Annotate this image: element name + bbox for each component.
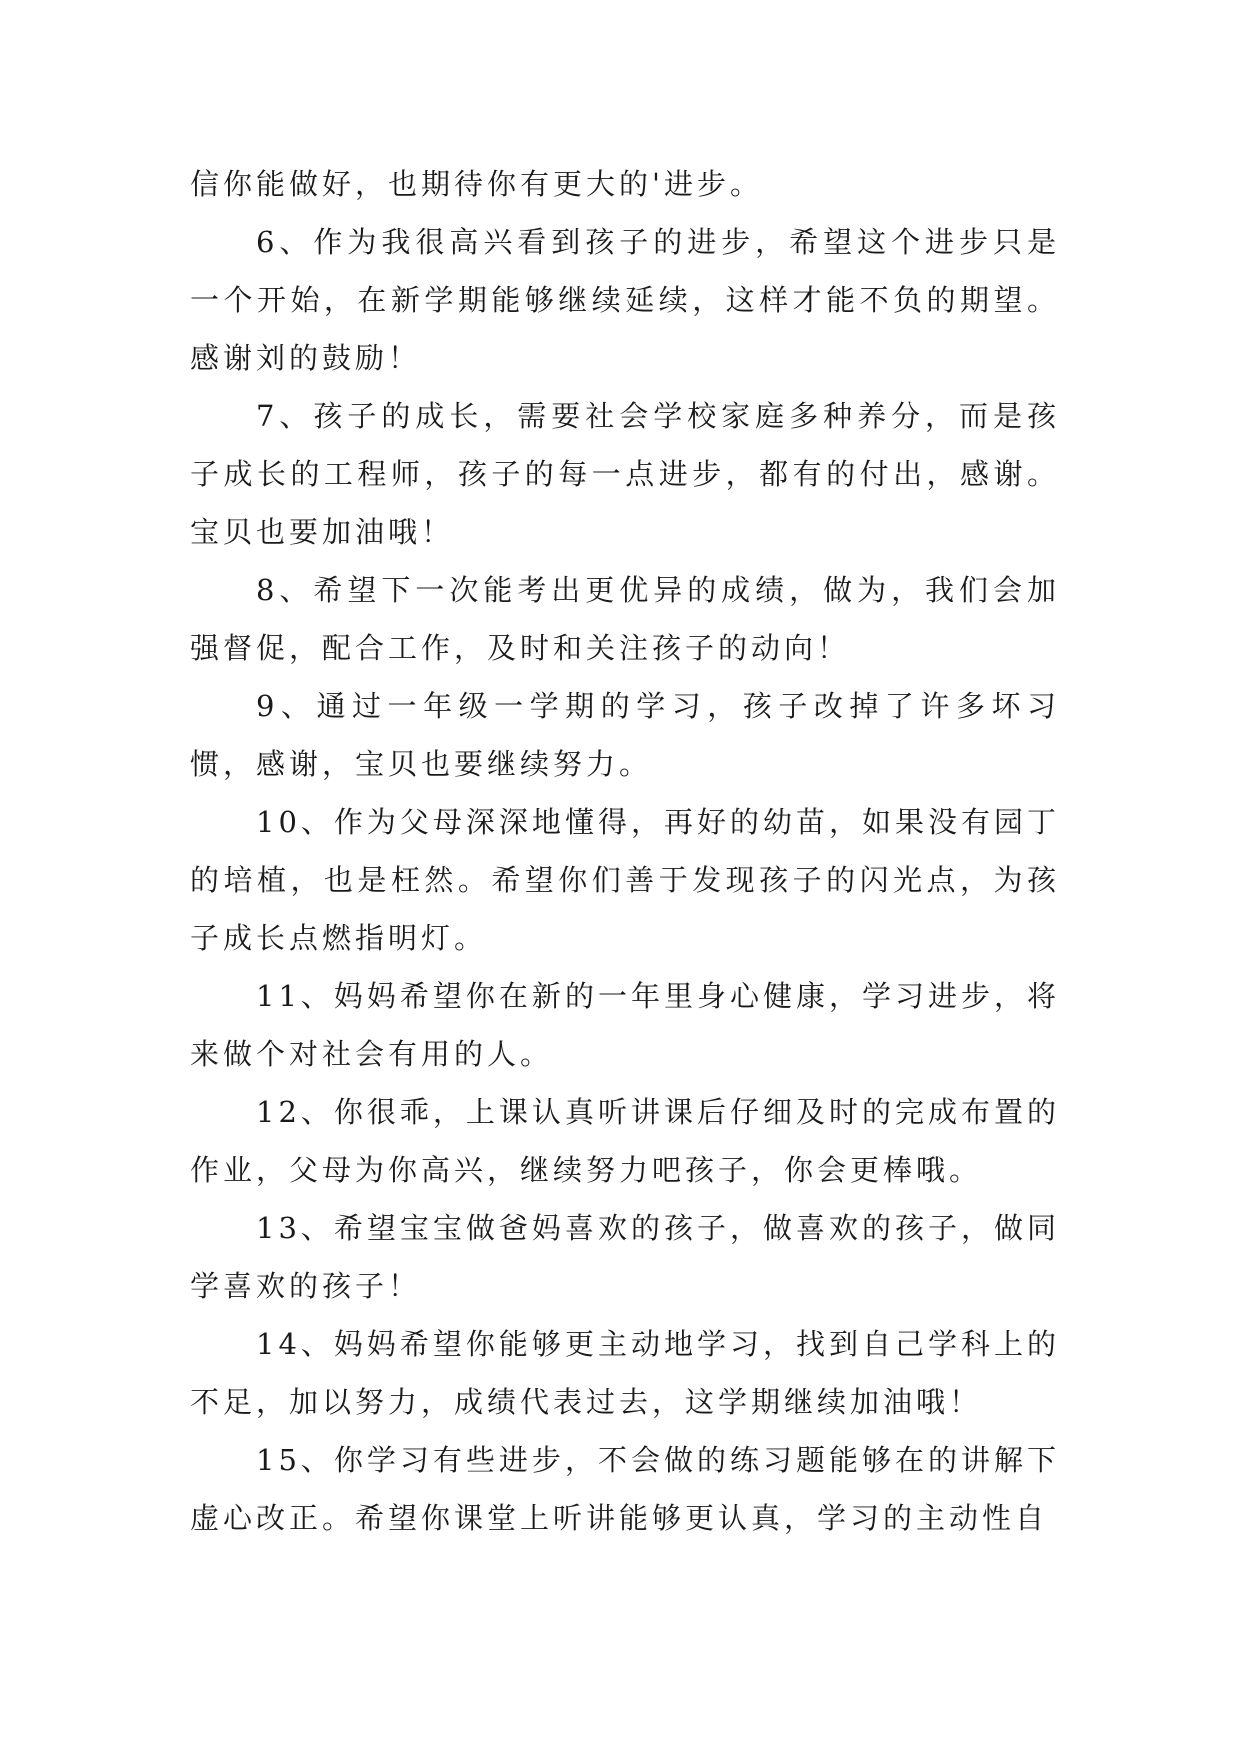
paragraph-item-11: 11、妈妈希望你在新的一年里身心健康，学习进步，将来做个对社会有用的人。 [190, 979, 1060, 1071]
paragraph-item-13: 13、希望宝宝做爸妈喜欢的孩子，做喜欢的孩子，做同学喜欢的孩子！ [190, 1211, 1060, 1303]
paragraph-continuation: 信你能做好，也期待你有更大的'进步。 [190, 167, 763, 201]
paragraph-item-6: 6、作为我很高兴看到孩子的进步，希望这个进步只是一个开始，在新学期能够继续延续，这样才能不负的期望。感谢刘的鼓励！ [190, 225, 1060, 375]
document-body [190, 155, 1060, 1547]
paragraph-item-15: 15、你学习有些进步，不会做的练习题能够在的讲解下虚心改正。希望你课堂上听讲能够更认真，学习的主动性自 [190, 1443, 1060, 1535]
paragraph-item-9: 9、通过一年级一学期的学习，孩子改掉了许多坏习惯，感谢，宝贝也要继续努力。 [190, 689, 1060, 781]
paragraph-item-12: 12、你很乖，上课认真听讲课后仔细及时的完成布置的作业，父母为你高兴，继续努力吧孩子，你会更棒哦。 [190, 1095, 1060, 1187]
paragraph-item-10: 10、作为父母深深地懂得，再好的幼苗，如果没有园丁的培植，也是枉然。希望你们善于发现孩子的闪光点，为孩子成长点燃指明灯。 [190, 805, 1060, 955]
paragraph-item-7: 7、孩子的成长，需要社会学校家庭多种养分，而是孩子成长的工程师，孩子的每一点进步，都有的付出，感谢。宝贝也要加油哦！ [190, 399, 1060, 549]
paragraph-item-14: 14、妈妈希望你能够更主动地学习，找到自己学科上的不足，加以努力，成绩代表过去，这学期继续加油哦！ [190, 1327, 1060, 1419]
paragraph-item-8: 8、希望下一次能考出更优异的成绩，做为，我们会加强督促，配合工作，及时和关注孩子的动向！ [190, 573, 1060, 665]
